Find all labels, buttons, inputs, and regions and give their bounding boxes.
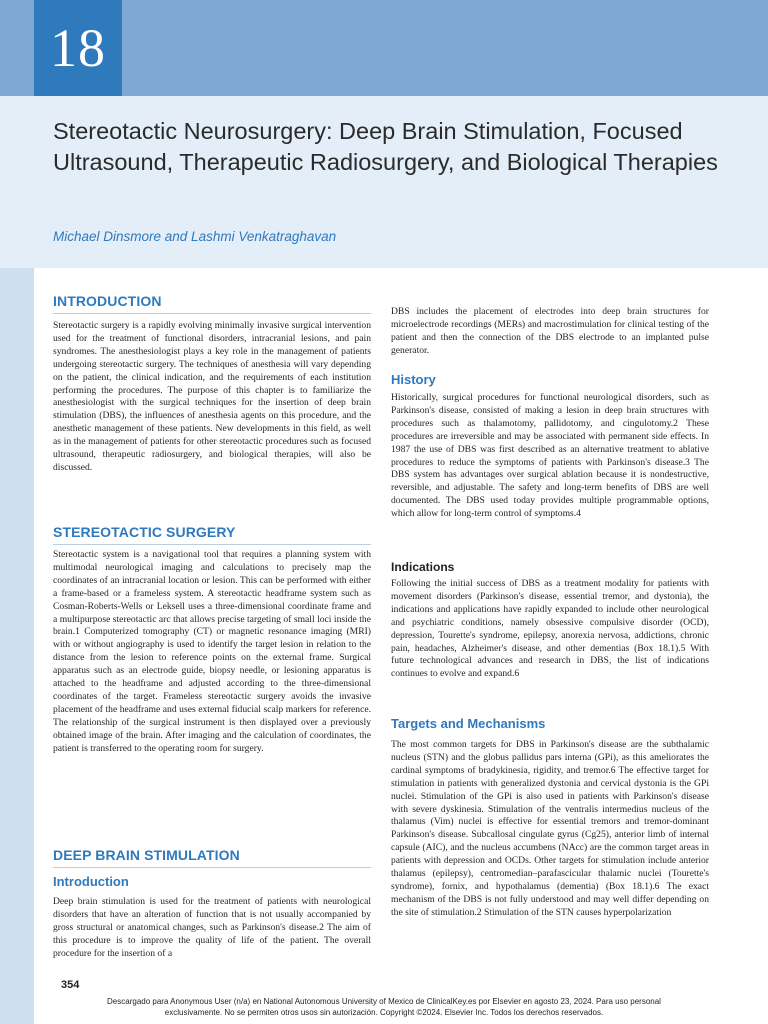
chapter-title: Stereotactic Neurosurgery: Deep Brain Stimulation, Focused Ultrasound, Therapeutic Radiosurgery, and Biological Therapies xyxy=(53,118,718,175)
dbs-introduction-subheading: Introduction xyxy=(53,874,129,889)
stereotactic-heading-rule xyxy=(53,544,371,545)
stereotactic-surgery-heading: STEREOTACTIC SURGERY xyxy=(53,524,236,540)
dbs-continuation-paragraph: DBS includes the placement of electrodes into deep brain structures for microelectrode recordings (MERs) and macrostimulation for clinical testing of the patient and then the connection of the DBS electrode to an implanted pulse generator. xyxy=(391,306,709,356)
page-number: 354 xyxy=(61,979,80,991)
introduction-heading: INTRODUCTION xyxy=(53,293,162,309)
dbs-heading-rule xyxy=(53,867,371,868)
dbs-introduction-paragraph: Deep brain stimulation is used for the treatment of patients with neurological disorders that have an alteration of function that is not usually accompanied by gross structural or anatomical changes, such as Parkinson's disease.2 The aim of this procedure is to improve the quality of life of the patient. The overall procedure for the insertion of a xyxy=(53,896,371,959)
history-paragraph: Historically, surgical procedures for functional neurological disorders, such as Parkinson's disease, consisted of making a lesion in deep brain structures with procedures such as thalamotomy, pallidotomy, and cingulotomy.2 These procedures are irreversible and may be associated with permanent side effects. In 1987 the use of DBS was first described as an alternative treatment to ablative procedures to reduce the symptoms of patients with Parkinson's disease.3 The DBS system has advantages over surgical ablation because it is nondestructive, reversible, and adjustable. The safety and long-term benefits of DBS are well documented. The DBS used today provides multiple programmable options, which allow for long-term control of symptoms.4 xyxy=(391,392,709,520)
introduction-paragraph: Stereotactic surgery is a rapidly evolving minimally invasive surgical intervention used for the treatment of functional disorders, intracranial lesions, and pain syndromes. The anesthesiologist plays a key role in the management of patients undergoing stereotactic surgery. The techniques of anesthesia will vary depending on the patient, the clinical indication, and the requirements of each institution performing the procedures. The purpose of this chapter is to familiarize the anesthesiologist with the surgical techniques for the insertion of deep brain stimulation (DBS), the influences of anesthesia agents on this procedure, and the anesthetic management of these patients. New developments in this field, as well as in the management of patients for other stereotactic procedures such as focused ultrasound, therapeutic radiosurgery, and biological therapies, will also be discussed. xyxy=(53,320,371,473)
chapter-number: 18 xyxy=(34,0,122,96)
targets-mechanisms-paragraph: The most common targets for DBS in Parkinson's disease are the subthalamic nucleus (STN) and the globus pallidus pars interna (GPi), as this ameliorates the cardinal symptoms of bradykinesia, rigidity, and tremor.6 The effective target for stimulation in patients with generalized dystonia and cervical dystonia is the GPi nuclei. Stimulation of the GPi is also used in patients with Parkinson's disease with severe dyskinesia. Stimulation of the ventralis intermedius nucleus of the thalamus (Vim) nuclei is effective for essential tremors and tremor-dominant Parkinson's disease. Subcallosal cingulate gyrus (Cg25), anterior limb of internal capsule (AIC), and the nucleus accumbens (NAcc) are the common target areas in patients with depression and OCDs. Other targets for stimulation include anterior thalamus (epilepsy), centromedian–parafascicular thalamic nuclei (Tourette's syndrome), fornix, and hypothalamus (dementia) (Box 18.1).6 The exact mechanism of the DBS is not fully understood and may well differ depending on the site of stimulation.2 Stimulation of the STN causes hyperpolarization xyxy=(391,739,709,918)
stereotactic-surgery-paragraph: Stereotactic system is a navigational tool that requires a planning system with multimodal neurological imaging and calculations to precisely map the coordinates of an intracranial location or lesion. This can be performed with either a frame-based or a frameless system. A stereotactic headframe system such as Cosman-Roberts-Wells or Leksell uses a three-dimensional coordinate frame and a multipurpose stereotactic arc that allows precise targeting of small loci inside the brain.1 Computerized tomography (CT) or magnetic resonance imaging (MRI) with or without angiography is used to identify the target lesion in relation to the distance from the lesion to reference points on the external frame. Surgical apparatus such as an electrode guide, biopsy needle, or lesioning apparatus is attached to the headframe and adjusted according to the three-dimensional coordinates of the target. Frameless stereotactic surgery avoids the invasive placement of the headframe and uses external fiducial scalp markers for reference. The relationship of the surgical instrument is then displayed over a previously obtained image of the brain. After imaging and the calculation of coordinates, the patient is transferred to the operating room for surgery. xyxy=(53,549,371,754)
targets-mechanisms-subheading: Targets and Mechanisms xyxy=(391,716,546,731)
indications-subheading: Indications xyxy=(391,560,455,574)
history-subheading: History xyxy=(391,372,436,387)
chapter-authors: Michael Dinsmore and Lashmi Venkatraghavan xyxy=(53,229,337,244)
indications-paragraph: Following the initial success of DBS as a treatment modality for patients with movement disorders (Parkinson's disease, essential tremor, and dystonia), the indications and applications have rapidly expanded to include other neurological and psychiatric conditions, namely obsessive compulsive disorder (OCD), depression, Tourette's syndrome, epilepsy, anorexia nervosa, addictions, chronic pain, headaches, Alzheimer's disease, and other dementias (Box 18.1).5 With future technological advances and research in DBS, the list of indications continues to evolve and expand.6 xyxy=(391,578,709,680)
deep-brain-stimulation-heading: DEEP BRAIN STIMULATION xyxy=(53,847,240,863)
introduction-heading-rule xyxy=(53,313,371,314)
download-footer-notice: Descargado para Anonymous User (n/a) en National Autonomous University of Mexico de ClinicalKey.es por Elsevier en agosto 23, 2024. Para uso personal exclusivamente. No se permiten otros usos sin autorización. Copyright ©2024. Elsevier Inc. Todos los derechos reservados. xyxy=(107,997,661,1017)
